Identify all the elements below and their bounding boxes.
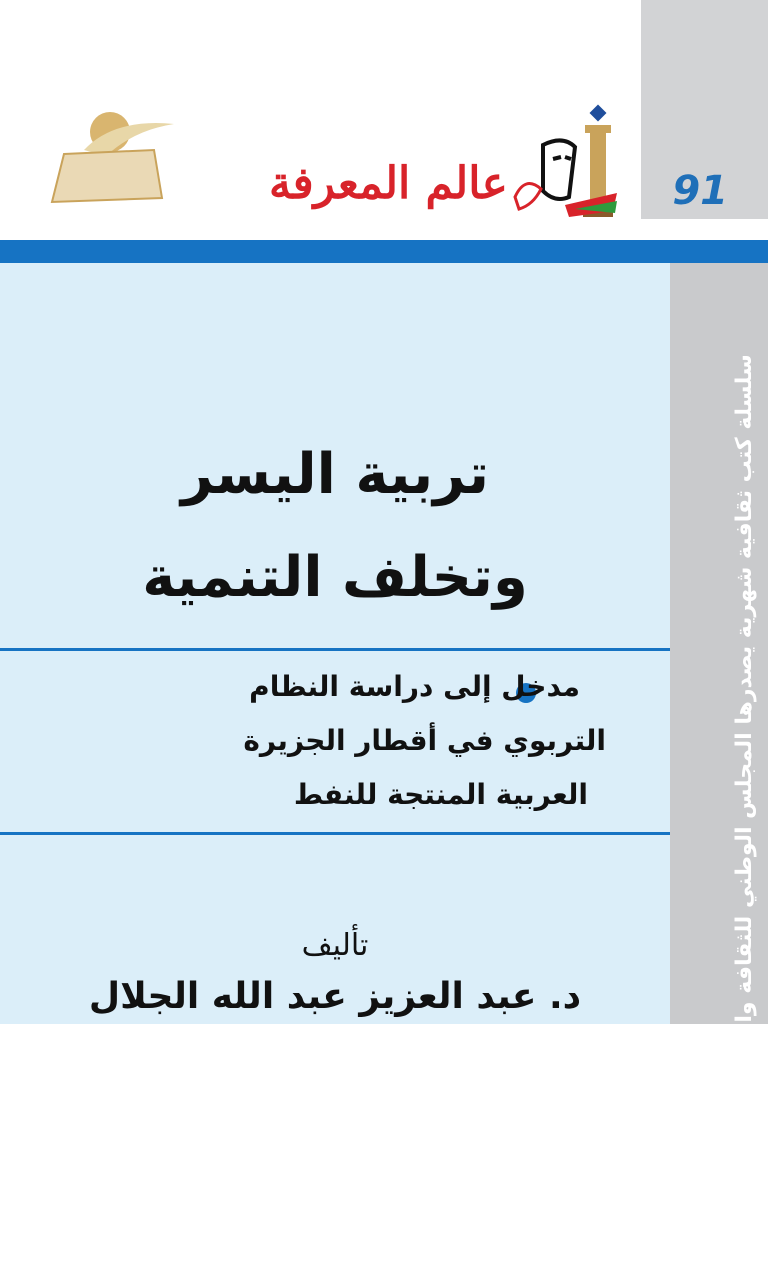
divider-rule-top bbox=[0, 648, 670, 651]
series-description-strip bbox=[670, 263, 768, 1273]
open-book-icon bbox=[52, 150, 162, 202]
subtitle-line-2: التربوي في أقطار الجزيرة bbox=[243, 724, 606, 757]
divider-rule-bottom bbox=[0, 832, 670, 835]
subtitle-line-1: مدخل إلى دراسة النظام bbox=[249, 670, 580, 703]
blue-divider-bar bbox=[0, 240, 768, 263]
author-label: تأليف bbox=[301, 928, 369, 963]
subtitle-line-3: العربية المنتجة للنفط bbox=[293, 778, 588, 811]
council-logo bbox=[505, 105, 620, 220]
diamond-icon bbox=[590, 105, 607, 122]
book-title-line-1: تربية اليسر bbox=[180, 442, 490, 507]
book-title-line-2: وتخلف التنمية bbox=[142, 545, 528, 610]
series-logo-text: عالم المعرفة bbox=[269, 158, 508, 209]
series-logo bbox=[24, 110, 508, 220]
music-note-icon bbox=[515, 184, 541, 209]
series-description: سلسلة كتب ثقافية شهرية يصدرها المجلس الوطني للثقافة والفنون والآداب - الكويت bbox=[732, 354, 757, 1273]
issue-number: 91 bbox=[672, 168, 728, 214]
theatre-mask-icon bbox=[543, 140, 575, 199]
author-name: د. عبد العزيز عبد الله الجلال bbox=[88, 976, 582, 1017]
cover-main-panel bbox=[0, 263, 670, 1024]
issue-number-box bbox=[641, 0, 768, 219]
